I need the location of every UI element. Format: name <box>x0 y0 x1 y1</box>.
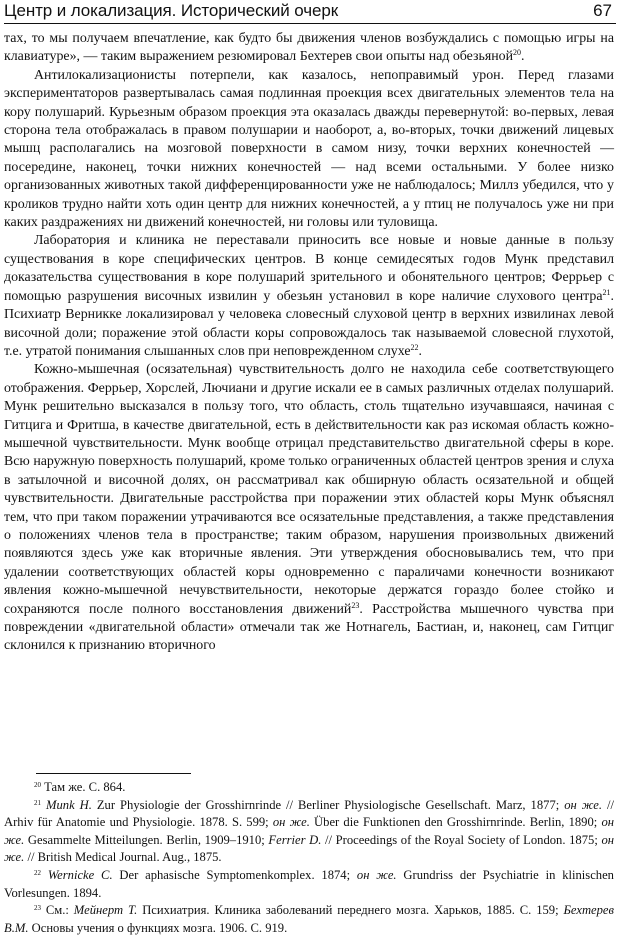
paragraph-text: . Расстройства мышечного чувства при повреждении «двигательной области» отмечали так же Нотнагель, Бастиан, и, наконец, сам Гитциг склонился к признанию вторичного <box>4 601 614 654</box>
footnote-23 <box>4 902 614 937</box>
footnote-text: Zur Physiologie der Grosshirnrinde // Berliner Physiologische Gesellschaft. Marz, 1877; <box>91 797 565 812</box>
footnote-number: 23 <box>34 904 41 913</box>
footnote-ref-21[interactable]: 21 <box>602 287 611 297</box>
footnotes <box>4 779 614 937</box>
footnote-text: // Proceedings of the Royal Society of London. 1875; <box>321 832 602 847</box>
footnote-ref-20[interactable]: 20 <box>513 48 522 58</box>
footnote-text: См.: <box>45 903 74 918</box>
paragraph-4 <box>4 361 614 656</box>
main-text <box>4 30 614 656</box>
author-ref: он же. <box>4 815 614 847</box>
paragraph-text: . Психиатр Верникке локализировал у человека словесный слуховой центр в верхних извилинах левой височной доли; поражение этой области коры сопровождалось так называемой словесной глухотой, т.е. утратой понимания слышанных слов при неповрежденном слухе <box>4 288 614 359</box>
paragraph-3 <box>4 232 614 361</box>
footnote-text: // Arhiv für Anatomie und Physiologie. 1878. S. 599; <box>4 797 615 830</box>
footnote-number: 21 <box>34 798 41 807</box>
author-ref: он же. <box>356 867 397 882</box>
footnote-text: // British Medical Journal. Aug., 1875. <box>24 850 222 865</box>
running-header <box>2 0 616 26</box>
paragraph-text: Кожно-мышечная (осязательная) чувствительность долго не находила себе соответствующего отображения. Феррьер, Хорслей, Лючиани и другие искали ее в самых различных отделах полушарий. Мунк решительно высказался в пользу того, что область, столь тщательно изучавшаяся, начиная с Гитцига и Фритша, в качестве двигательной, есть в действительности как раз искомая область кожно-мышечной чувствительности. Мунк вообще отрицал представительство двигательной сферы в коре. Всю наружную поверхность полушарий, кроме только ограниченных областей центров зрения и слуха в затылочной и височной долях, он рассматривал как обширную область осязательной и общей чувствительности. Двигательные расстройства при поражении этих областей коры Мунк объяснял тем, что при таком поражении утрачиваются все осязательные представления, а также представления о положениях членов тела в пространстве; таким образом, нарушения произвольных движений появляются здесь уже как вторичные явления. Эти утверждения обосновывались тем, что при удалении соответствующих областей коры одновременно с параличами конечности возникают явления кожно-мышечной нечувствительности, некоторые держатся гораздо более стойко и сохраняются после полного восстановления движений <box>4 362 614 617</box>
footnote-separator <box>36 773 191 774</box>
author-name: Ferrier D. <box>268 832 322 847</box>
footnote-text: Grundriss der Psychiatrie in klinischen Vorlesungen. 1894. <box>4 867 614 900</box>
paragraph-text: тах, то мы получаем впечатление, как будто бы движения членов возбуждались с помощью игры на клавиатуре», — таким выражением резюмировал Бехтерев свои опыты над обезьяной <box>4 31 614 65</box>
footnote-text: Там же. С. 864. <box>44 780 126 794</box>
footnote-ref-23[interactable]: 23 <box>351 600 360 610</box>
footnote-text: Der aphasische Symptomenkomplex. 1874; <box>112 867 357 882</box>
footnote-20 <box>4 779 614 797</box>
paragraph-2: Антилокализационисты потерпели, как казалось, непоправимый урон. Перед глазами экспериментаторов развертывалась самая подлинная проекция всех двигательных элементов тела на кору полушарий. Курьезным образом проекция эта оказалась дважды перевернутой: во-первых, левая сторона тела отображалась в правом полушарии и наоборот, а, во-вторых, точки движений лицевых мышц располагались на мозговой поверхности в самом низу, точки верхних конечностей — посередине, наконец, точки нижних конечностей — над всеми остальными. У более низко организованных животных такой дифференцированности уже не наблюдалось; Миллз убедился, что у кроликов трудно найти хоть один центр для нижних конечностей, а у птиц не получалось уже ни при каких раздражениях ни движений конечностей, ни головы или туловища. <box>4 67 614 231</box>
author-ref: он же. <box>564 797 603 812</box>
author-name: Бехтерев В.М. <box>4 903 614 935</box>
footnote-text: Gesammelte Mitteilungen. Berlin, 1909–1910; <box>24 832 269 847</box>
footnote-text: Основы учения о функциях мозга. 1906. С. 919. <box>28 920 288 935</box>
page-number: 67 <box>593 1 612 20</box>
paragraph-text: . <box>418 343 422 359</box>
author-ref: он же. <box>272 815 310 830</box>
running-title: Центр и локализация. Исторический очерк <box>4 1 339 20</box>
footnote-number: 22 <box>34 868 41 877</box>
footnote-22 <box>4 867 614 902</box>
footnote-text: Über die Funktionen den Grosshirnrinde. Berlin, 1890; <box>309 815 602 830</box>
header-rule <box>4 23 616 24</box>
footnote-text: Психиатрия. Клиника заболеваний переднего мозга. Харьков, 1885. С. 159; <box>137 903 564 918</box>
author-ref: он же. <box>4 832 614 865</box>
paragraph-text: Лаборатория и клиника не переставали приносить все новые и новые данные в пользу существования в коре специфических центров. В конце семидесятых годов Мунк представил доказательства существования в коре полушарий зрительного и обонятельного центров; Феррьер с помощью разрушения височных извилин у обезьян установил в коре наличие слухового центра <box>4 233 614 304</box>
paragraph-text: . <box>521 49 525 65</box>
author-name: Мейнерт Т. <box>73 903 138 918</box>
footnote-ref-22[interactable]: 22 <box>410 342 419 352</box>
author-name: Munk H. <box>45 797 92 812</box>
paragraph-1 <box>4 30 614 67</box>
footnote-number: 20 <box>34 781 41 789</box>
author-name: Wernicke C. <box>47 867 113 882</box>
footnote-21 <box>4 797 614 867</box>
